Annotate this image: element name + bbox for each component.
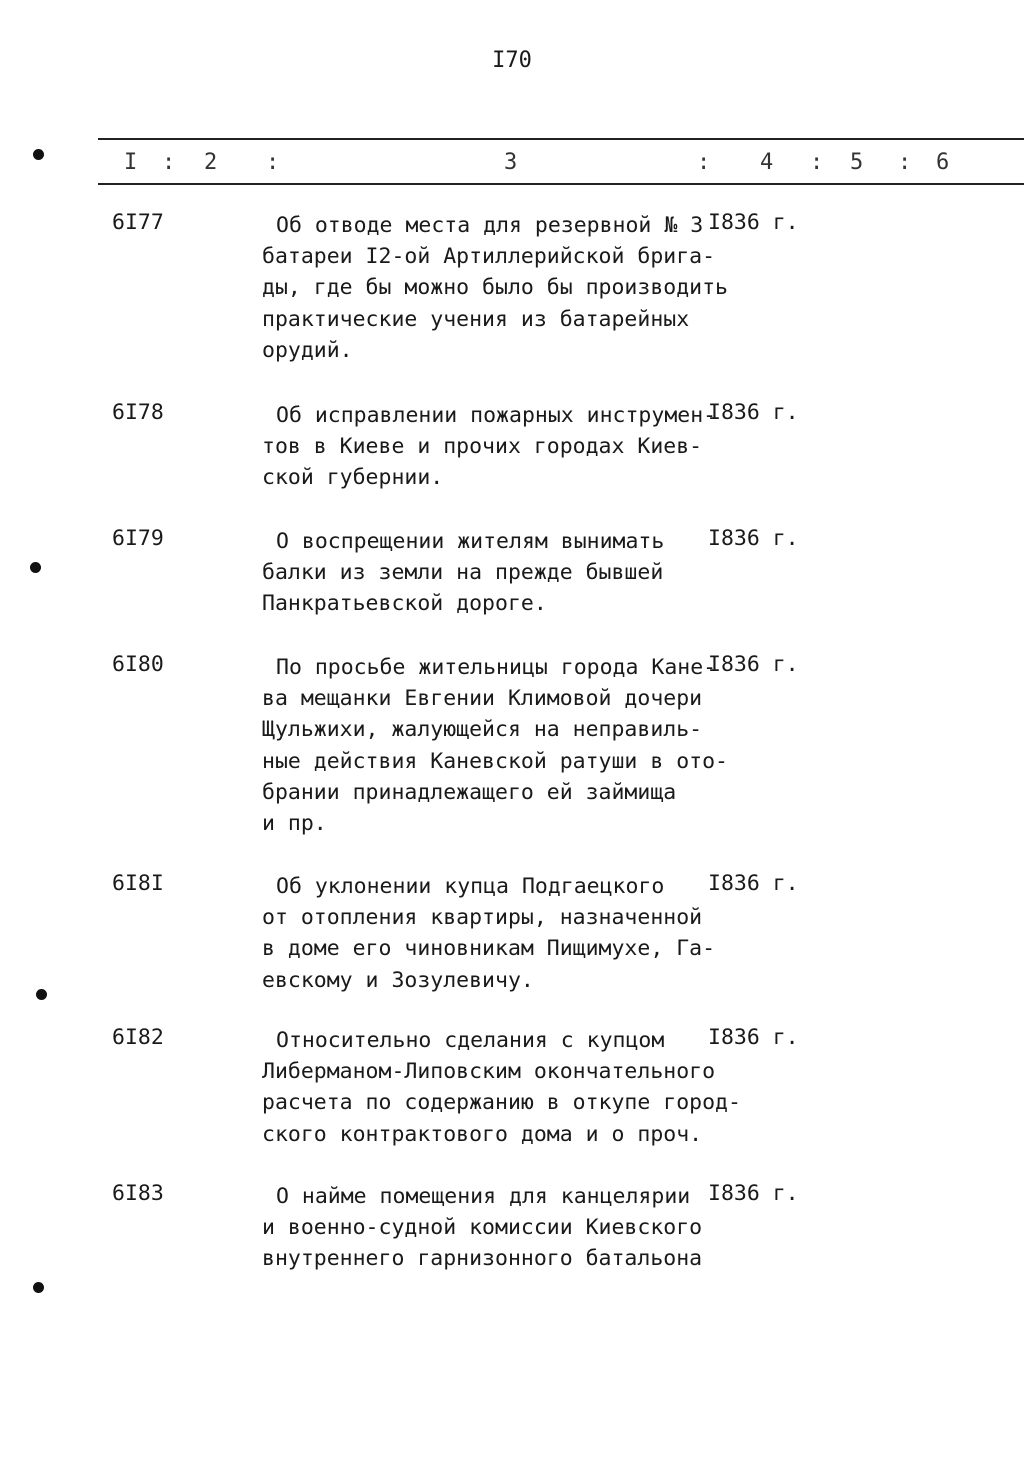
entry-title-line: орудий. (262, 337, 353, 363)
entry-title-line: и пр. (262, 811, 327, 837)
column-header-1: I (124, 150, 138, 175)
entry-number: 6I83 (112, 1181, 164, 1206)
entry-title-line: Панкратьевской дороге. (262, 591, 547, 617)
entry-title-line: ные действия Каневской ратуши в ото- (262, 748, 728, 774)
entry-title-line: евскому и Зозулевичу. (262, 967, 534, 993)
entry-title (262, 871, 715, 996)
entry-year: I836 г. (708, 210, 799, 235)
entry-title-line: Щульжихи, жалующейся на неправиль- (262, 717, 703, 743)
column-header-6: 6 (936, 150, 950, 175)
entry-title (262, 400, 716, 494)
entry-year: I836 г. (708, 871, 799, 896)
entry-title-line: в доме его чиновникам Пищимухе, Га- (262, 936, 716, 962)
entry-title-line: практические учения из батарейных (262, 306, 690, 332)
entry-title-line: Об исправлении пожарных инструмен- (276, 403, 717, 428)
header-bottom-rule (98, 183, 1024, 185)
entry-title (262, 652, 728, 839)
entry-title-line: внутреннего гарнизонного батальона (262, 1246, 703, 1272)
binding-hole (33, 1282, 44, 1293)
page-number: I70 (492, 48, 532, 73)
entry-year: I836 г. (708, 1025, 799, 1050)
column-header-4: 4 (760, 150, 774, 175)
entry-title-line: Об отводе места для резервной № 3 (276, 213, 704, 238)
column-separator: : (810, 150, 824, 175)
entry-title-line: Относительно сделания с купцом (276, 1028, 665, 1053)
entry-year: I836 г. (708, 526, 799, 551)
column-separator: : (162, 150, 176, 175)
entry-number: 6I82 (112, 1025, 164, 1050)
column-header-5: 5 (850, 150, 864, 175)
entry-title-line: батареи I2-ой Артиллерийской брига- (262, 244, 716, 270)
entry-title (262, 210, 728, 366)
entry-year: I836 г. (708, 652, 799, 677)
entry-title-line: По просьбе жительницы города Кане- (276, 655, 717, 680)
entry-title-line: ва мещанки Евгении Климовой дочери (262, 686, 703, 712)
entry-title-line: и военно-судной комиссии Киевского (262, 1215, 703, 1241)
entry-title-line: расчета по содержанию в откупе город- (262, 1090, 741, 1116)
entry-number: 6I77 (112, 210, 164, 235)
entry-title-line: О найме помещения для канцелярии (276, 1184, 691, 1209)
binding-hole (30, 562, 41, 573)
entry-title-line: ской губернии. (262, 465, 444, 491)
entry-title-line: от отопления квартиры, назначенной (262, 905, 703, 931)
entry-title-line: балки из земли на прежде бывшей (262, 560, 664, 586)
entry-year: I836 г. (708, 400, 799, 425)
entry-title-line: Либерманом-Липовским окончательного (262, 1059, 716, 1085)
entry-title-line: Об уклонении купца Подгаецкого (276, 874, 665, 899)
entry-title-line: тов в Киеве и прочих городах Киев- (262, 434, 703, 460)
entry-number: 6I8I (112, 871, 164, 896)
entry-title-line: ского контрактового дома и о проч. (262, 1121, 703, 1147)
binding-hole (33, 149, 44, 160)
entry-title (262, 1181, 702, 1275)
column-header-3: 3 (504, 150, 518, 175)
entry-title (262, 1025, 741, 1150)
entry-title-line: О воспрещении жителям вынимать (276, 529, 665, 554)
entry-number: 6I80 (112, 652, 164, 677)
binding-hole (36, 989, 47, 1000)
entry-year: I836 г. (708, 1181, 799, 1206)
column-separator: : (266, 150, 280, 175)
entry-number: 6I78 (112, 400, 164, 425)
column-separator: : (898, 150, 912, 175)
entry-number: 6I79 (112, 526, 164, 551)
column-header-2: 2 (204, 150, 218, 175)
entry-title-line: ды, где бы можно было бы производить (262, 275, 728, 301)
entry-title-line: брании принадлежащего ей займища (262, 779, 677, 805)
header-top-rule (98, 138, 1024, 140)
entry-title (262, 526, 664, 620)
column-separator: : (697, 150, 711, 175)
